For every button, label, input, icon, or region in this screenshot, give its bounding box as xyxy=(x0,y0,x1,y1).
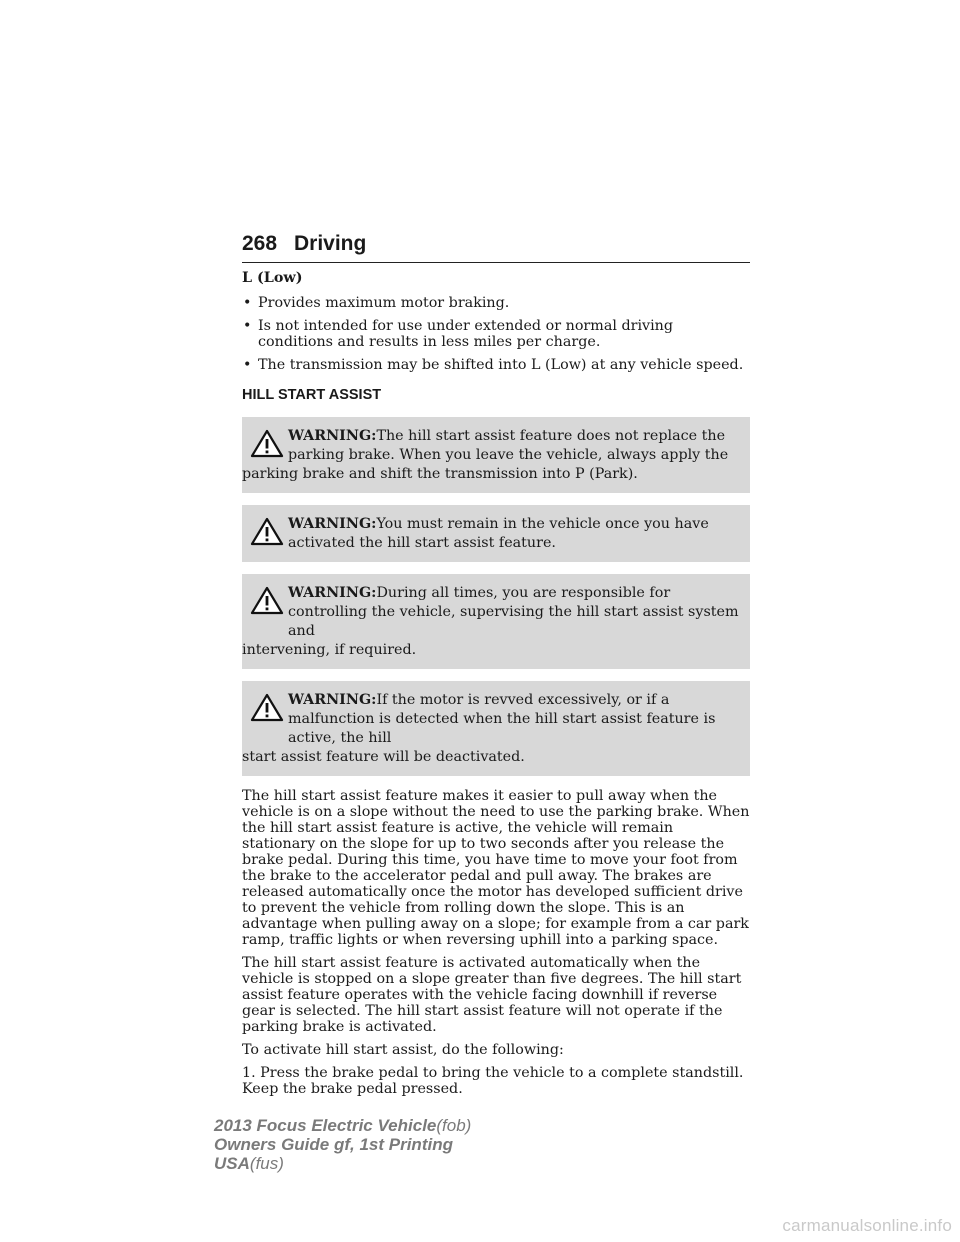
hill-start-assist-heading: HILL START ASSIST xyxy=(242,387,382,403)
page-number: 268 xyxy=(242,232,278,255)
warning-text: The hill start assist feature does not replace the parking brake. When you leave the vehicle, always apply the xyxy=(288,428,729,463)
warning-box xyxy=(242,681,750,776)
warning-box xyxy=(242,417,750,493)
page-footer xyxy=(214,1116,471,1173)
warning-label: WARNING: xyxy=(288,585,377,601)
list-item: • The transmission may be shifted into L (Low) at any vehicle speed. xyxy=(243,357,744,373)
warning-triangle-icon xyxy=(250,429,284,459)
warning-label: WARNING: xyxy=(288,692,377,708)
warning-text: You must remain in the vehicle once you have activated the hill start assist feature. xyxy=(288,516,709,551)
bullet-icon: • xyxy=(243,295,252,311)
list-item: • Is not intended for use under extended or normal driving conditions and results in less miles per charge. xyxy=(243,318,674,350)
warning-triangle-icon xyxy=(250,693,284,723)
warning-triangle-icon xyxy=(250,517,284,547)
bullet-icon: • xyxy=(243,357,252,373)
footer-vehicle: 2013 Focus Electric Vehicle xyxy=(214,1116,437,1135)
footer-code: (fus) xyxy=(249,1154,284,1173)
warning-text-continued: start assist feature will be deactivated. xyxy=(242,749,525,765)
page-header xyxy=(242,228,750,263)
footer-guide: Owners Guide gf, 1st Printing xyxy=(214,1135,453,1154)
page-content xyxy=(242,263,750,1097)
warning-text: During all times, you are responsible for controlling the vehicle, supervising the hill start assist system and xyxy=(288,585,739,639)
manual-page xyxy=(242,228,750,1104)
low-gear-bullets xyxy=(242,295,750,373)
watermark: carmanualsonline.info xyxy=(782,1216,952,1235)
warning-box xyxy=(242,574,750,669)
footer-market: USA xyxy=(214,1154,250,1173)
warning-triangle-icon xyxy=(250,586,284,616)
list-item: • Provides maximum motor braking. xyxy=(243,295,510,311)
warning-text: If the motor is revved excessively, or if a malfunction is detected when the hill start assist feature is active, the hill xyxy=(288,692,716,746)
body-paragraph: The hill start assist feature makes it easier to pull away when the vehicle is on a slope without the need to use the parking brake. When the hill start assist feature is active, the vehicle will remain stationary on the slope for up to two seconds after you release the brake pedal. During this time, you have time to move your foot from the brake to the accelerator pedal and pull away. The brakes are released automatically once the motor has developed sufficient drive to prevent the vehicle from rolling down the slope. This is an advantage when pulling away on a slope; for example from a car park ramp, traffic lights or when reversing uphill into a parking space. xyxy=(242,788,750,948)
body-paragraph: 1. Press the brake pedal to bring the vehicle to a complete standstill. Keep the brake pedal pressed. xyxy=(242,1065,744,1097)
body-paragraph: To activate hill start assist, do the following: xyxy=(242,1042,564,1058)
low-gear-title: L (Low) xyxy=(242,270,303,286)
section-title: Driving xyxy=(294,232,367,255)
warning-box xyxy=(242,505,750,562)
bullet-icon: • xyxy=(243,318,252,334)
body-paragraph: The hill start assist feature is activated automatically when the vehicle is stopped on a slope greater than five degrees. The hill start assist feature operates with the vehicle facing downhill if reverse gear is selected. The hill start assist feature will not operate if the parking brake is activated. xyxy=(242,955,742,1035)
warning-label: WARNING: xyxy=(288,516,377,532)
footer-code: (fob) xyxy=(436,1116,472,1135)
warning-label: WARNING: xyxy=(288,428,377,444)
warning-text-continued: intervening, if required. xyxy=(242,642,417,658)
warning-text-continued: parking brake and shift the transmission into P (Park). xyxy=(242,466,638,482)
